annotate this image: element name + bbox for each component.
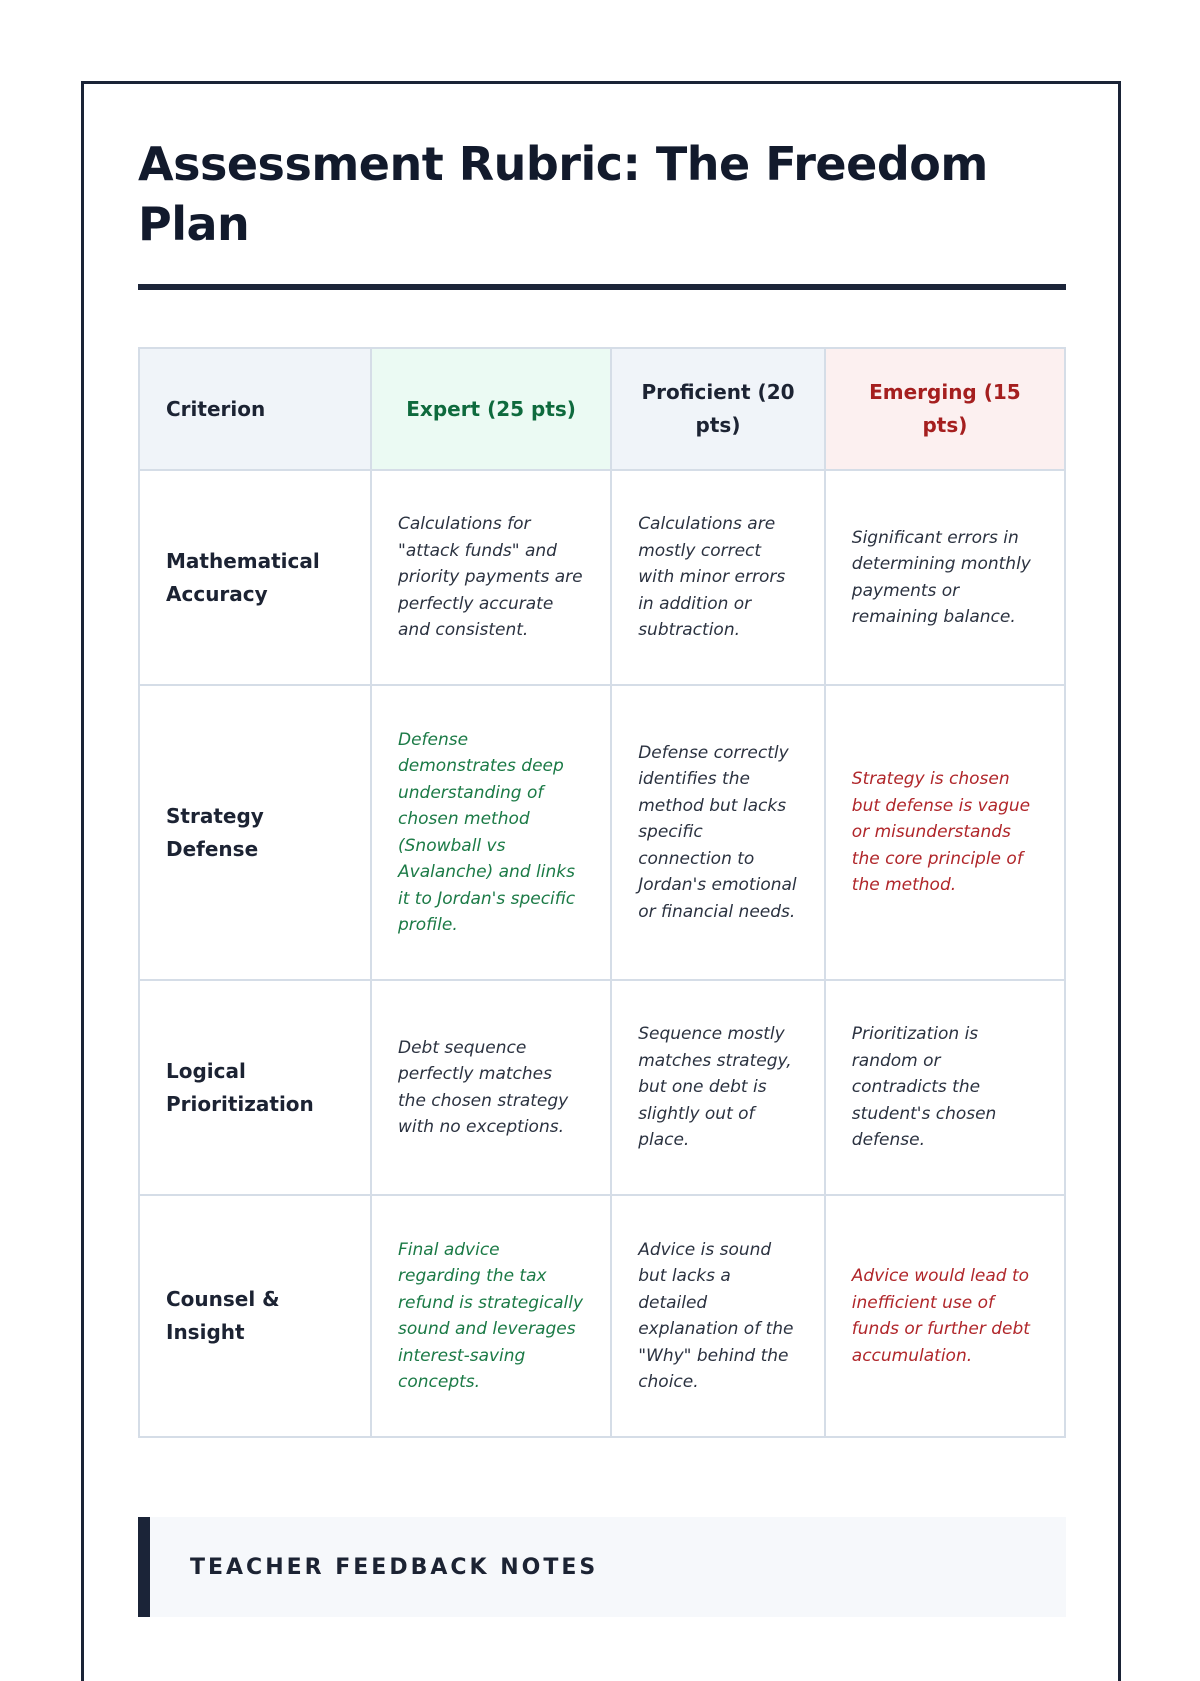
rubric-page xyxy=(81,81,1121,1681)
proficient-cell: Calculations are mostly correct with minor errors in addition or subtraction. xyxy=(611,470,825,685)
header-expert: Expert (25 pts) xyxy=(371,348,611,470)
table-row xyxy=(139,980,1065,1195)
emerging-cell: Advice would lead to inefficient use of funds or further debt accumulation. xyxy=(825,1195,1065,1437)
criterion-cell: Mathematical Accuracy xyxy=(139,470,371,685)
expert-cell: Final advice regarding the tax refund is strategically sound and leverages interest-saving concepts. xyxy=(371,1195,611,1437)
teacher-feedback-panel xyxy=(138,1517,1066,1617)
emerging-cell: Prioritization is random or contradicts the student's chosen defense. xyxy=(825,980,1065,1195)
feedback-heading: TEACHER FEEDBACK NOTES xyxy=(190,1555,599,1580)
proficient-cell: Sequence mostly matches strategy, but one debt is slightly out of place. xyxy=(611,980,825,1195)
table-row xyxy=(139,685,1065,980)
page-title: Assessment Rubric: The Freedom Plan xyxy=(138,137,988,251)
rubric-table xyxy=(138,347,1066,1438)
emerging-cell: Strategy is chosen but defense is vague or misunderstands the core principle of the method. xyxy=(825,685,1065,980)
expert-cell: Debt sequence perfectly matches the chosen strategy with no exceptions. xyxy=(371,980,611,1195)
header-emerging: Emerging (15 pts) xyxy=(825,348,1065,470)
table-row xyxy=(139,470,1065,685)
criterion-cell: Strategy Defense xyxy=(139,685,371,980)
emerging-cell: Significant errors in determining monthly payments or remaining balance. xyxy=(825,470,1065,685)
header-row xyxy=(139,348,1065,470)
header-criterion: Criterion xyxy=(139,348,371,470)
proficient-cell: Advice is sound but lacks a detailed explanation of the "Why" behind the choice. xyxy=(611,1195,825,1437)
title-divider xyxy=(138,284,1066,290)
criterion-cell: Logical Prioritization xyxy=(139,980,371,1195)
proficient-cell: Defense correctly identifies the method but lacks specific connection to Jordan's emotional or financial needs. xyxy=(611,685,825,980)
expert-cell: Defense demonstrates deep understanding of chosen method (Snowball vs Avalanche) and links it to Jordan's specific profile. xyxy=(371,685,611,980)
header-proficient: Proficient (20 pts) xyxy=(611,348,825,470)
expert-cell: Calculations for "attack funds" and priority payments are perfectly accurate and consistent. xyxy=(371,470,611,685)
criterion-cell: Counsel & Insight xyxy=(139,1195,371,1437)
table-row xyxy=(139,1195,1065,1437)
